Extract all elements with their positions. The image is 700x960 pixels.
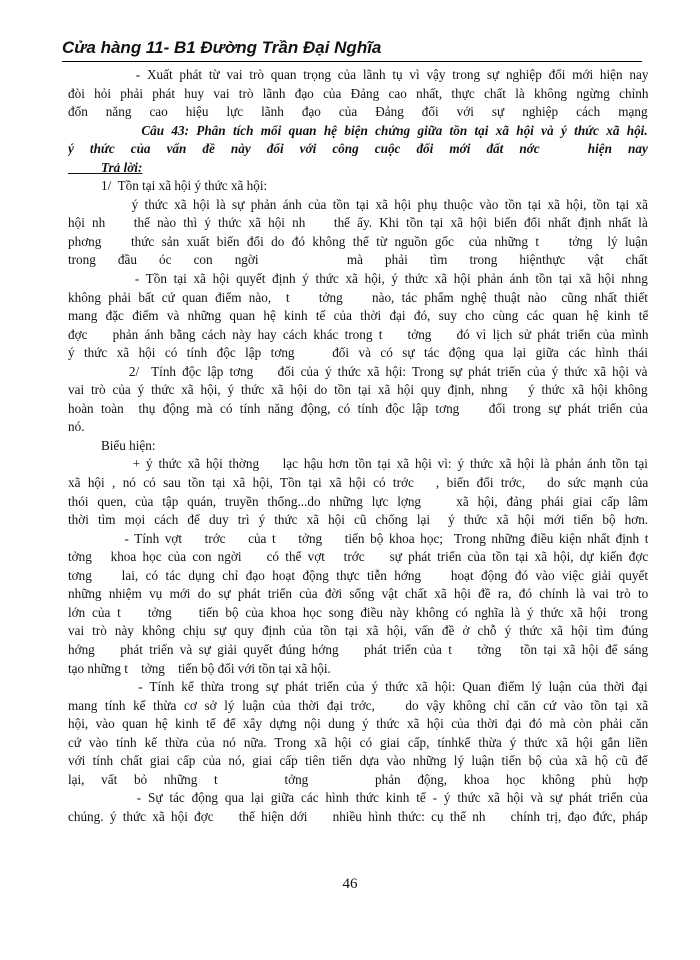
text-line: hoàn toàn thụ động mà có tính năng động, có tính độc lập tơng đối trong sự phát triển của [68, 400, 648, 416]
text-line: - Xuất phát từ vai trò quan trọng của lãnh tụ vì vậy trong sự nghiệp đổi mới hiện nay [68, 67, 648, 82]
text-line: đợc phản ánh bằng cách này hay cách khác trong t tởng đó vì lịch sử phát triển của mình [68, 326, 648, 342]
text-line: trong đầu óc con ngời mà phải tìm trong hiệnthực vật chất [68, 252, 648, 268]
text-line: đốn năng cao hiệu lực lãnh đạo của Đảng đối với sự nghiệp cách mạng [68, 104, 648, 120]
text-line: ý thức của vấn đề này đối với công cuộc đổi mới đất nớc hiện nay [68, 141, 648, 157]
text-line: thời tìm mọi cách để duy trì ý thức xã hội cũ chống lại ý thức xã hội mới tiến bộ hơn. [68, 512, 648, 528]
text-line: Trả lời: [68, 159, 143, 175]
text-line: đòi hỏi phải phát huy vai trò lãnh đạo của Đảng cao nhất, thực chất là không ngừng chỉnh [68, 85, 648, 101]
text-line: thói quen, của tập quán, truyền thống...do những lực lợng xã hội, đảng phái giai cấp lâm [68, 493, 648, 509]
text-line: + ý thức xã hội thờng lạc hậu hơn tồn tại xã hội vì: ý thức xã hội là phản ánh tồn tại [68, 456, 648, 472]
text-line: cứ vào tính kế thừa của nó nữa. Trong xã hội có giai cấp, tínhkế thừa ý thức xã hội gắn liền [68, 734, 648, 750]
page-number: 46 [342, 876, 358, 892]
text-line: nó. [68, 419, 85, 435]
text-line: 1/ Tồn tại xã hội ý thức xã hội: [68, 178, 268, 194]
text-line: - Sự tác động qua lại giữa các hình thức kinh tế - ý thức xã hội và sự phát triển của [68, 790, 648, 806]
text-line: chúng. ý thức xã hội đợc thể hiện dới nhiều hình thức: cụ thể nh chính trị, đạo đức, pháp [68, 808, 648, 824]
text-line: mang đặc điểm và những quan hệ kinh tế của thời đại đó, suy cho cùng các quan hệ kinh tế [68, 308, 648, 324]
page-header: Cửa hàng 11- B1 Đường Trần Đại Nghĩa [62, 38, 642, 62]
text-line: tơng lai, có tác dụng chỉ đạo hoạt động thực tiễn hớng hoạt động đó vào việc giải quyết [68, 567, 648, 583]
text-line: hớng phát triển và sự giải quyết đúng hớng phát triển của t tởng tồn tại xã hội để sáng [68, 641, 648, 657]
text-line: với tính chất giai cấp của nó, giai cấp tiên tiến dựa vào những lý luận tiến bộ của xã hộ cũ để [68, 753, 648, 769]
text-line: không phải bất cứ quan điểm nào, t tởng nào, tác phẩm nghệ thuật nào cũng nhất thiết [68, 289, 648, 305]
text-line: lớn của t tởng tiến bộ của khoa học song điều này không có nghĩa là ý thức xã hội trong [68, 604, 648, 620]
text-line: - Tồn tại xã hội quyết định ý thức xã hội, ý thức xã hội phản ánh tồn tại xã hội nhng [68, 271, 648, 287]
text-line: hội, vào quan hệ kinh tế để xây dựng nội dung ý thức xã hội của thời đại đó mà còn phải căn [68, 716, 648, 732]
text-line: phơng thức sản xuất biến đổi do đó không thể từ nguồn gốc của những t tởng lý luận [68, 233, 648, 249]
text-line: những nhiệm vụ mới do sự phát triển của đời sống vật chất xã hội đề ra, đó chính là vai trò to [68, 586, 648, 602]
text-line: xã hội , nó có sau tồn tại xã hội, Tồn tại xã hội có trớc , biến đổi trớc, do sức mạnh của [68, 475, 648, 491]
text-line: vai trò này không chịu sự quy định của tồn tại xã hội, vấn đề ở chỗ ý thức xã hội tìm đúng [68, 623, 648, 639]
document-body [68, 66, 648, 826]
text-line: tởng khoa học của con ngời có thể vợt trớc sự phát triển của tồn tại xã hội, dự kiến đợc [68, 549, 648, 565]
text-line: Biểu hiện: [68, 437, 156, 453]
text-line: lại, vất bỏ những t tởng phản động, khoa học không phù hợp [68, 771, 648, 787]
text-line: ý thức xã hội có tính độc lập tơng đối và có sự tác động qua lại giữa các hình thái [68, 345, 648, 361]
text-line: vai trò của ý thức xã hội, ý thức xã hội do tồn tại xã hội quy định, nhng ý thức xã hội không [68, 382, 648, 398]
text-line: ý thức xã hội là sự phản ánh của tồn tại xã hội phụ thuộc vào tồn tại xã hội, tồn tại xã [68, 196, 648, 212]
text-line: mang tính kế thừa cơ sở lý luận của thời đại trớc, do vậy không chỉ căn cứ vào tồn tại xã [68, 697, 648, 713]
text-line: hội nh thế nào thì ý thức xã hội nh thế ấy. Khi tồn tại xã hội biến đổi nhất định nhất là [68, 215, 648, 231]
text-line: tạo những t tởng tiến bộ đối với tồn tại xã hội. [68, 660, 331, 676]
text-line: 2/ Tính độc lập tơng đối của ý thức xã hội: Trong sự phát triển của ý thức xã hội và [68, 363, 648, 379]
text-line: - Tính kế thừa trong sự phát triển của ý thức xã hội: Quan điểm lý luận của thời đại [68, 679, 648, 695]
text-line: Câu 43: Phân tích mối quan hệ biện chứng giữa tồn tại xã hội và ý thức xã hội. [68, 122, 648, 138]
text-line: - Tính vợt trớc của t tởng tiến bộ khoa học; Trong những điều kiện nhất định t [68, 530, 648, 546]
